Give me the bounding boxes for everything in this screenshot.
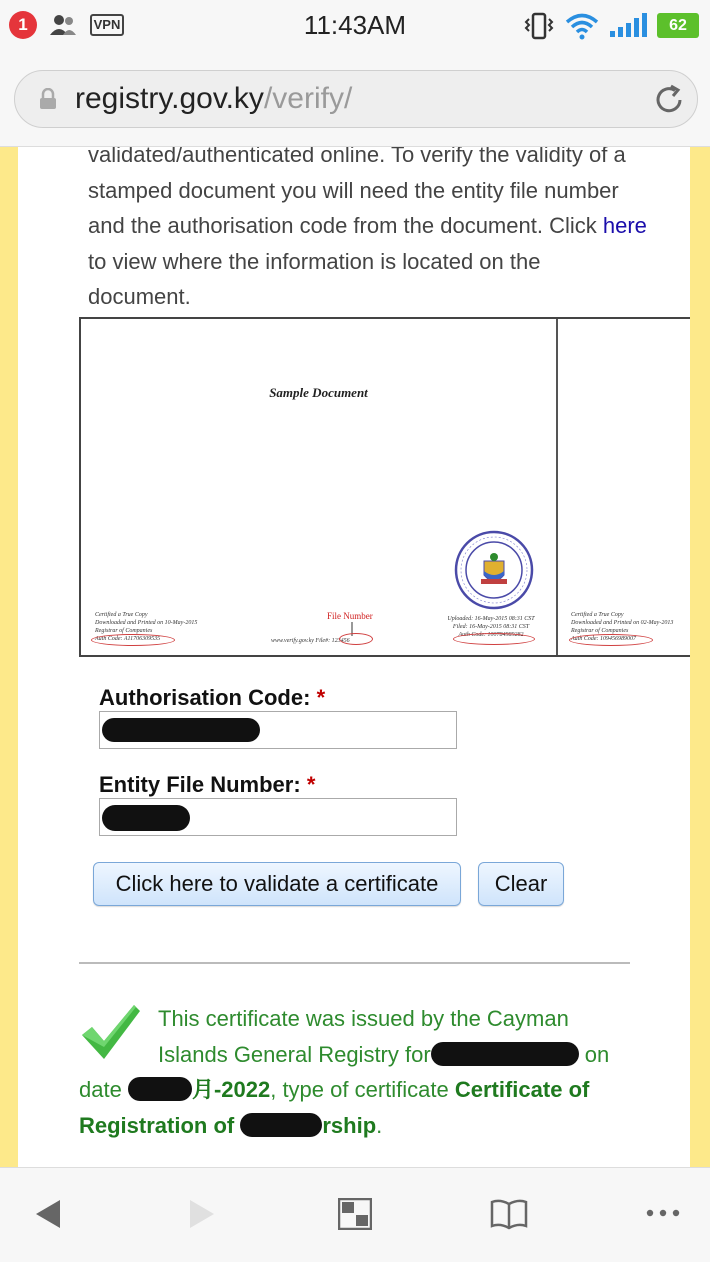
result-date: 月-2022 (191, 1077, 271, 1102)
result-date-prefix: date (79, 1077, 128, 1102)
certificate-type: Certificate of (454, 1077, 590, 1102)
intro-paragraph (88, 147, 648, 315)
fine-line: Auth Code: 100784989282 (458, 632, 524, 638)
entity-file-input[interactable] (99, 798, 457, 836)
file-number-oval (339, 633, 373, 645)
entity-file-label-text: Entity File Number: (99, 772, 301, 797)
auth-code-label (99, 685, 325, 711)
web-page (0, 147, 710, 1167)
auth-code-label-text: Authorisation Code: (99, 685, 311, 710)
verify-url-text: www.verify.gov.ky File#: 123456 (271, 638, 350, 644)
clock: 11:43AM (303, 10, 407, 40)
result-line: on (578, 1041, 610, 1067)
fine-line: Auth Code: 109456989007 (571, 636, 636, 642)
fine-line: Filed: 16-May-2015 08:31 CST (452, 624, 530, 630)
page-content (18, 147, 690, 1167)
result-end: . (376, 1112, 383, 1138)
lock-icon (39, 88, 57, 110)
notification-badge[interactable]: 1 (9, 11, 37, 39)
required-mark: * (316, 685, 326, 710)
vpn-badge: VPN (90, 14, 124, 36)
vibrate-icon (524, 12, 554, 40)
right-auth-oval (453, 633, 535, 645)
signal-icon (608, 12, 650, 38)
redaction (240, 1113, 322, 1137)
redaction (102, 805, 190, 831)
address-bar[interactable] (14, 70, 698, 128)
fine-line: Certified a True Copy (571, 612, 624, 618)
bookmarks-icon[interactable] (490, 1198, 528, 1230)
clear-button[interactable]: Clear (478, 862, 564, 906)
auth-code-oval (91, 634, 175, 646)
result-type-text: , type of certificate (270, 1077, 455, 1102)
forward-icon[interactable] (188, 1198, 216, 1230)
divider (79, 962, 630, 964)
required-mark: * (306, 772, 316, 797)
auth-code-input[interactable] (99, 711, 457, 749)
tabs-icon[interactable] (338, 1198, 372, 1230)
certificate-type-fragment: rship (322, 1112, 377, 1138)
fine-line: Downloaded and Printed on 10-May-2015 (95, 620, 198, 626)
battery-indicator: 62 (657, 13, 699, 38)
fine-line: Registrar of Companies (571, 628, 629, 634)
entity-file-label (99, 772, 315, 798)
url-domain: registry.gov.ky (75, 82, 264, 115)
bottom-navigation (0, 1167, 710, 1262)
second-auth-oval (569, 634, 653, 646)
status-bar (0, 0, 710, 52)
page-divider (556, 319, 558, 655)
registry-seal-icon (453, 529, 535, 611)
redaction (102, 718, 260, 742)
sample-document-image (79, 317, 690, 657)
here-link[interactable]: here (602, 213, 647, 238)
fine-line: Uploaded: 16-May-2015 08:31 CST (447, 616, 535, 622)
certificate-type-line2: Registration of (79, 1112, 241, 1138)
back-icon[interactable] (34, 1198, 62, 1230)
url-text[interactable] (75, 81, 352, 117)
validate-button[interactable]: Click here to validate a certificate (93, 862, 461, 906)
redaction (128, 1077, 192, 1101)
browser-toolbar (0, 52, 710, 147)
intro-text: validated/authenticated online. To verify the validity of a stamped document you will need the entity file number and the authorisation code from the document. Click (88, 147, 626, 238)
reload-icon[interactable] (652, 83, 686, 117)
validation-result (79, 1001, 639, 1143)
intro-text-end: to view where the information is located on the document. (88, 248, 541, 309)
fine-line: Auth Code: A11706309535 (95, 636, 161, 642)
redaction (431, 1042, 579, 1066)
wifi-icon (564, 12, 600, 40)
url-path: /verify/ (263, 82, 353, 115)
fine-line: Downloaded and Printed on 02-May-2013 (571, 620, 674, 626)
result-line: Islands General Registry for (158, 1041, 431, 1067)
file-number-label: File Number (327, 611, 373, 621)
result-line: This certificate was issued by the Cayman (158, 1006, 569, 1031)
sample-document-title: Sample Document (269, 385, 368, 400)
more-icon[interactable] (645, 1208, 681, 1218)
fine-line: Registrar of Companies (95, 628, 153, 634)
fine-line: Certified a True Copy (95, 612, 148, 618)
